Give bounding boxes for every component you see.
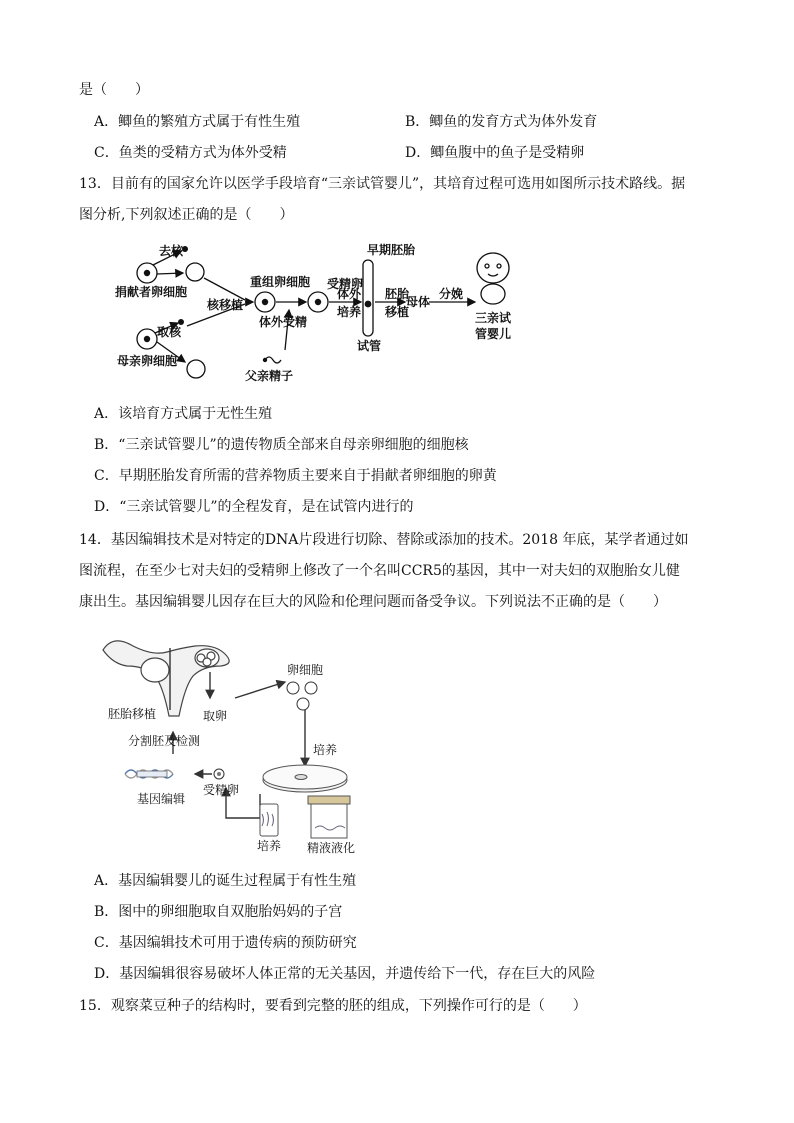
label-gene-editing: 基因编辑 [137, 792, 186, 806]
label-baby-1: 三亲试 [475, 311, 512, 325]
q15-stem-line1: 15．观察菜豆种子的结构时，要看到完整的胚的组成，下列操作可行的是（ ） [79, 998, 587, 1014]
culture-tube-icon [260, 804, 278, 836]
q12-option-b[interactable]: B．鲫鱼的发育方式为体外发育 [405, 114, 598, 130]
q12-option-a[interactable]: A．鲫鱼的繁殖方式属于有性生殖 [94, 114, 301, 130]
label-mother-body: 母体 [406, 295, 431, 309]
enucleated-egg [186, 263, 204, 281]
label-mother-egg: 母亲卵细胞 [117, 354, 178, 368]
test-tube-icon [363, 260, 373, 336]
label-in-vitro-2: 培养 [337, 305, 362, 319]
sperm-tail [265, 357, 281, 363]
label-recombined: 重组卵细胞 [250, 275, 311, 289]
q14-option-c[interactable]: C．基因编辑技术可用于遗传病的预防研究 [94, 935, 357, 951]
label-split-embryo: 分割胚及检测 [128, 734, 201, 748]
q14-option-d[interactable]: D．基因编辑很容易破坏人体正常的无关基因，并遗传给下一代，存在巨大的风险 [94, 966, 596, 982]
dna-icon [125, 770, 173, 778]
label-test-tube: 试管 [357, 339, 382, 353]
egg-cells-icon [287, 682, 317, 710]
label-early-embryo: 早期胚胎 [367, 243, 416, 257]
label-embryo-transfer: 胚胎移植 [108, 707, 157, 721]
label-father-sperm: 父亲精子 [245, 369, 294, 383]
q12-option-c[interactable]: C．鱼类的受精方式为体外受精 [94, 145, 287, 161]
label-in-vitro-1: 体外 [337, 287, 362, 301]
q14-stem-line3: 康出生。基因编辑婴儿因存在巨大的风险和伦理问题而备受争议。下列说法不正确的是（ ） [79, 594, 667, 610]
mother-enucleated-egg [187, 360, 205, 378]
q12-stem-tail: 是（ ） [79, 82, 149, 98]
label-culture-2: 培养 [257, 839, 282, 853]
q14-stem-line2: 图流程，在至少七对夫妇的受精卵上修改了一个名叫CCR5的基因，其中一对夫妇的双胞胎女儿健 [79, 563, 680, 579]
label-embryo-2: 移植 [385, 305, 410, 319]
q14-stem-line1: 14．基因编辑技术是对特定的DNA片段进行切除、替除或添加的技术。2018 年底，某学者通过如 [79, 532, 689, 548]
label-retrieve-egg: 取卵 [203, 709, 228, 723]
label-donor-egg: 捐献者卵细胞 [115, 285, 188, 299]
label-culture-1: 培养 [313, 743, 338, 757]
q13-option-c[interactable]: C．早期胚胎发育所需的营养物质主要来自于捐献者卵细胞的卵黄 [94, 468, 497, 484]
label-egg-cell: 卵细胞 [287, 663, 324, 677]
label-take-nucleus: 取核 [157, 325, 182, 339]
q12-option-d[interactable]: D．鲫鱼腹中的鱼子是受精卵 [405, 145, 585, 161]
q13-option-a[interactable]: A．该培育方式属于无性生殖 [94, 406, 273, 422]
label-zygote: 受精卵 [203, 783, 240, 797]
q13-option-b[interactable]: B．“三亲试管婴儿”的遗传物质全部来自母亲卵细胞的细胞核 [94, 437, 469, 453]
q13-option-d[interactable]: D．“三亲试管婴儿”的全程发育，是在试管内进行的 [94, 499, 414, 515]
q14-option-b[interactable]: B．图中的卵细胞取自双胞胎妈妈的子宫 [94, 904, 343, 920]
label-remove-nucleus: 去核 [159, 244, 184, 258]
gene-editing-flow-diagram [95, 628, 385, 858]
three-parent-ivf-diagram [95, 238, 525, 388]
label-semen: 精液液化 [307, 841, 356, 855]
baby-icon [477, 253, 509, 304]
q14-option-a[interactable]: A．基因编辑婴儿的诞生过程属于有性生殖 [94, 873, 357, 889]
label-delivery: 分娩 [439, 287, 464, 301]
q13-stem-line1: 13．目前有的国家允许以医学手段培育“三亲试管婴儿”，其培育过程可选用如图所示技术路线。据 [79, 176, 686, 192]
semen-jar-icon [308, 796, 350, 838]
label-embryo-1: 胚胎 [385, 287, 410, 301]
label-ivf: 体外受精 [259, 315, 308, 329]
label-baby-2: 管婴儿 [475, 327, 512, 341]
label-nuclear-transfer: 核移植 [207, 298, 244, 312]
label-fertilized-egg: 受精卵 [327, 277, 364, 291]
q13-stem-line2: 图分析,下列叙述正确的是（ ） [79, 207, 294, 223]
petri-dish-icon [263, 765, 347, 792]
